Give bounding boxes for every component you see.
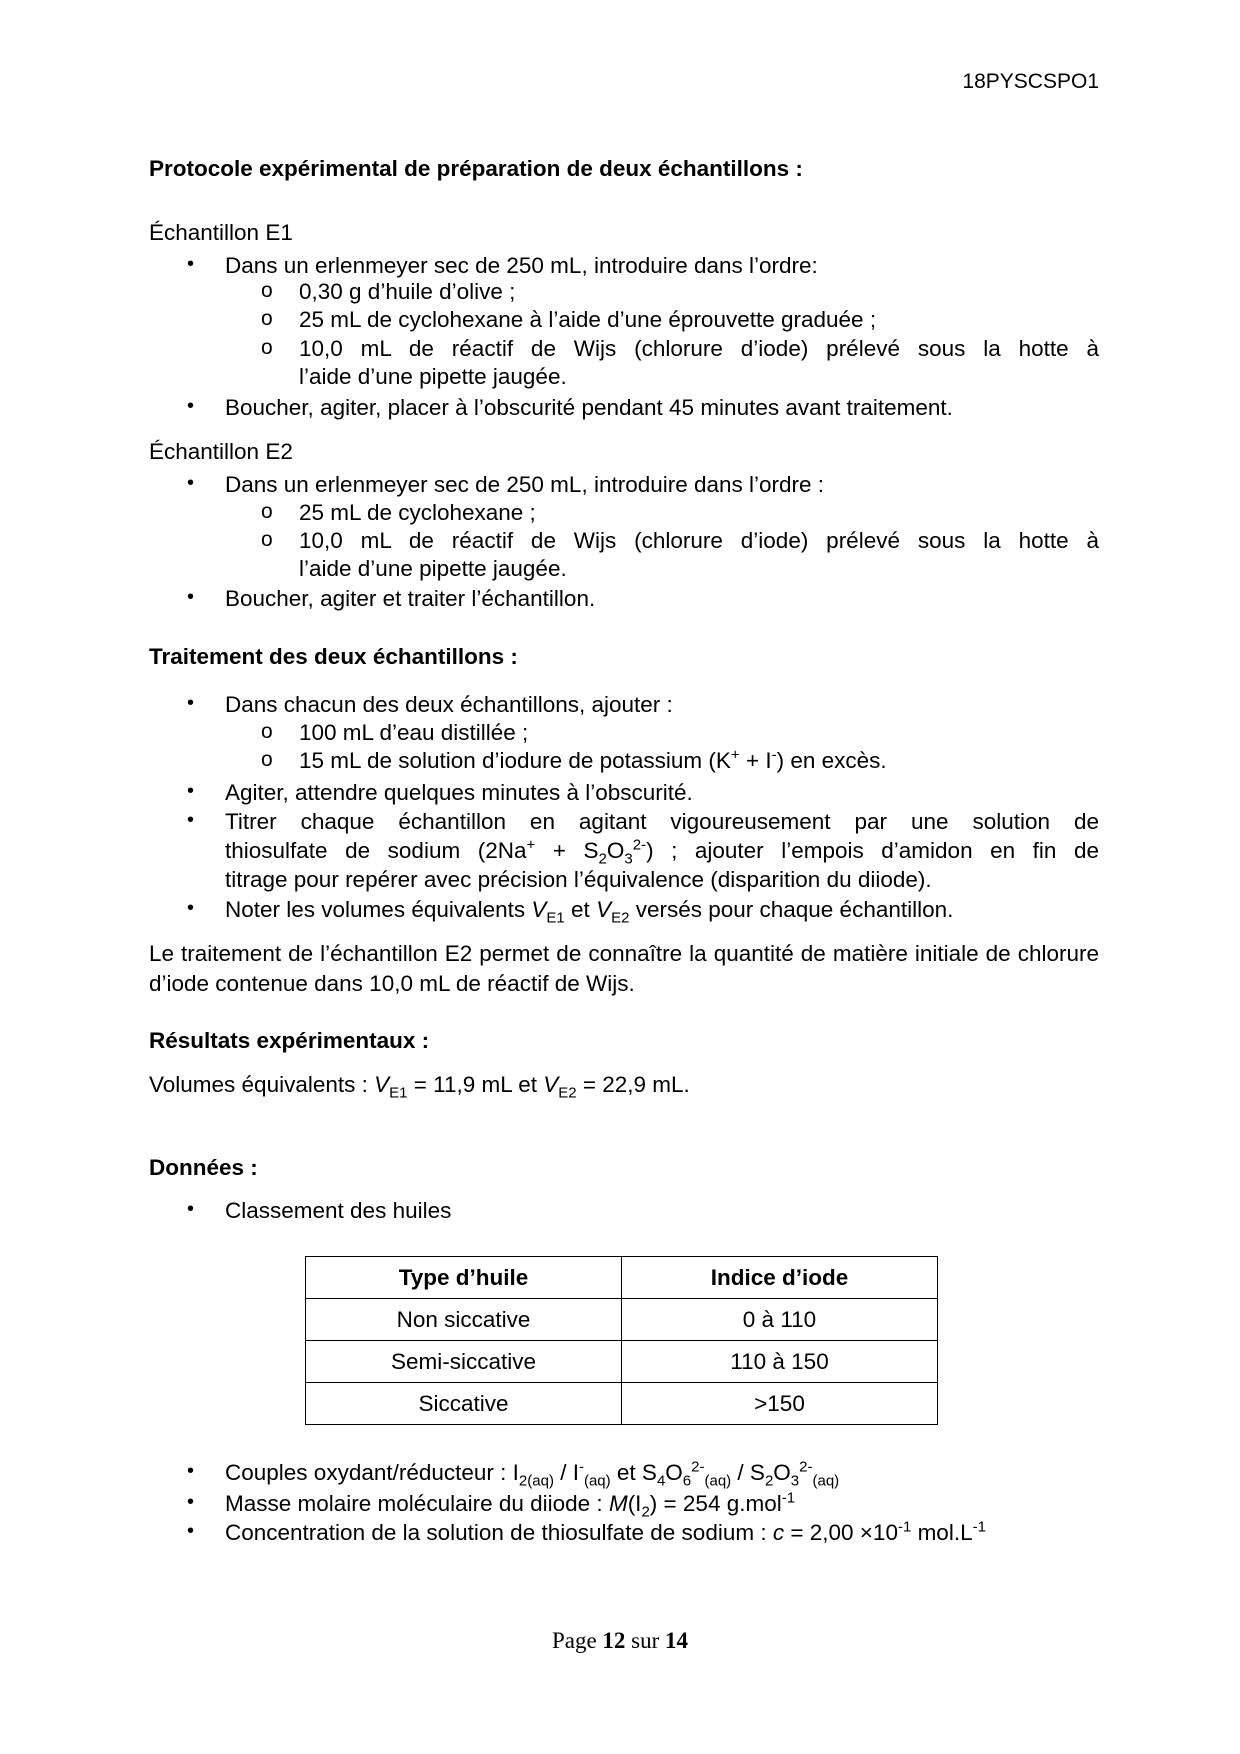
resultats-title: Résultats expérimentaux : xyxy=(149,1028,430,1053)
e2-sub2-line1: 10,0 mL de réactif de Wijs (chlorure d’iode) prélevé sous la hotte à xyxy=(299,528,1099,553)
bullet-icon: • xyxy=(187,1460,195,1482)
traitement-title: Traitement des deux échantillons : xyxy=(149,644,518,669)
traitement-step4: Noter les volumes équivalents $V_{E1}$ et $V_{E2}$ versés pour chaque échantillon. xyxy=(225,897,954,927)
bullet-icon: • xyxy=(187,1198,195,1220)
e2-label: Échantillon E2 xyxy=(149,439,293,464)
traitement-step2: Agiter, attendre quelques minutes à l’obscurité. xyxy=(225,780,693,805)
table-cell: Siccative xyxy=(306,1383,622,1425)
table-header-cell: Type d’huile xyxy=(306,1257,622,1299)
bullet-icon: • xyxy=(187,586,195,608)
bullet-icon: • xyxy=(187,395,195,417)
e2-sub2-line2: l’aide d’une pipette jaugée. xyxy=(299,556,567,581)
table-row xyxy=(306,1299,938,1341)
page-number: 12 xyxy=(602,1628,626,1653)
resultats-text: Volumes équivalents : $V_{E1} = 11,9$ mL et $V_{E2} = 22,9$ mL. xyxy=(149,1072,690,1102)
e1-step2: Boucher, agiter, placer à l’obscurité pendant 45 minutes avant traitement. xyxy=(225,395,953,420)
table-row xyxy=(306,1383,938,1425)
traitement-step3-line3: titrage pour repérer avec précision l’équivalence (disparition du diiode). xyxy=(225,867,932,892)
e1-step1: Dans un erlenmeyer sec de 250 mL, introduire dans l’ordre: xyxy=(225,253,818,278)
circle-bullet-icon: o xyxy=(261,528,273,551)
circle-bullet-icon: o xyxy=(261,279,273,302)
bullet-icon: • xyxy=(187,1491,195,1513)
page-label: Page xyxy=(551,1628,597,1653)
e2-step2: Boucher, agiter et traiter l’échantillon. xyxy=(225,586,596,611)
bullet-icon: • xyxy=(187,897,195,919)
bullet-icon: • xyxy=(187,692,195,714)
masse-molaire: Masse molaire moléculaire du diiode : $M(I_2) = 254$ g.mol$^{-1}$ xyxy=(225,1489,796,1521)
table-row xyxy=(306,1341,938,1383)
donnees-title: Données : xyxy=(149,1155,258,1180)
bullet-icon: • xyxy=(187,809,195,831)
e1-sub3-line1: 10,0 mL de réactif de Wijs (chlorure d’iode) prélevé sous la hotte à xyxy=(299,336,1099,361)
circle-bullet-icon: o xyxy=(261,307,273,330)
e2-sub1: 25 mL de cyclohexane ; xyxy=(299,500,536,525)
table-cell: 0 à 110 xyxy=(622,1299,938,1341)
traitement-step1: Dans chacun des deux échantillons, ajouter : xyxy=(225,692,673,717)
page-sur: sur xyxy=(631,1628,660,1653)
concentration-thiosulfate: Concentration de la solution de thiosulfate de sodium : $c = 2,00 \times 10^{-1}$ $mol.L^{-1}$ xyxy=(225,1518,986,1545)
huiles-table xyxy=(305,1256,938,1425)
circle-bullet-icon: o xyxy=(261,720,273,743)
e2-step1: Dans un erlenmeyer sec de 250 mL, introduire dans l’ordre : xyxy=(225,472,825,497)
traitement-sub2: 15 mL de solution d’iodure de potassium (K+ + I-) en excès. xyxy=(299,746,887,773)
e1-sub2: 25 mL de cyclohexane à l’aide d’une éprouvette graduée ; xyxy=(299,307,877,332)
traitement-sub1: 100 mL d’eau distillée ; xyxy=(299,720,529,745)
bullet-icon: • xyxy=(187,1520,195,1542)
table-header-row xyxy=(306,1257,938,1299)
traitement-step3-line1: Titrer chaque échantillon en agitant vigoureusement par une solution de xyxy=(225,809,1099,834)
table-header-cell: Indice d’iode xyxy=(622,1257,938,1299)
traitement-paragraph: Le traitement de l’échantillon E2 permet de connaître la quantité de matière initiale de chlorure d’iode contenue dans 10,0 mL de réactif de Wijs. xyxy=(149,941,1099,996)
document-code: 18PYSCSPO1 xyxy=(962,70,1099,93)
table-cell: 110 à 150 xyxy=(622,1341,938,1383)
protocole-title: Protocole expérimental de préparation de deux échantillons : xyxy=(149,156,803,181)
e1-sub1: 0,30 g d’huile d’olive ; xyxy=(299,279,516,304)
bullet-icon: • xyxy=(187,472,195,494)
table-cell: Non siccative xyxy=(306,1299,622,1341)
page-total: 14 xyxy=(665,1628,689,1653)
table-cell: Semi-siccative xyxy=(306,1341,622,1383)
bullet-icon: • xyxy=(187,253,195,275)
circle-bullet-icon: o xyxy=(261,500,273,523)
circle-bullet-icon: o xyxy=(261,336,273,359)
bullet-icon: • xyxy=(187,780,195,802)
e1-sub3-line2: l’aide d’une pipette jaugée. xyxy=(299,364,567,389)
e1-label: Échantillon E1 xyxy=(149,220,293,245)
circle-bullet-icon: o xyxy=(261,748,273,771)
classement-label: Classement des huiles xyxy=(225,1198,452,1223)
table-cell: >150 xyxy=(622,1383,938,1425)
page-footer xyxy=(0,1628,1240,1654)
couples-redox: Couples oxydant/réducteur : $I_{2(aq)} / I^-_{(aq)}$ et $S_4O_6^{2-}_{(aq)} / S_2O_3^{2-}_{(aq)}$ xyxy=(225,1458,840,1490)
traitement-step3-line2: thiosulfate de sodium $(2Na^+ + S_2O_3^{2-})$ ; ajouter l’empois d’amidon en fin de xyxy=(225,836,1100,868)
